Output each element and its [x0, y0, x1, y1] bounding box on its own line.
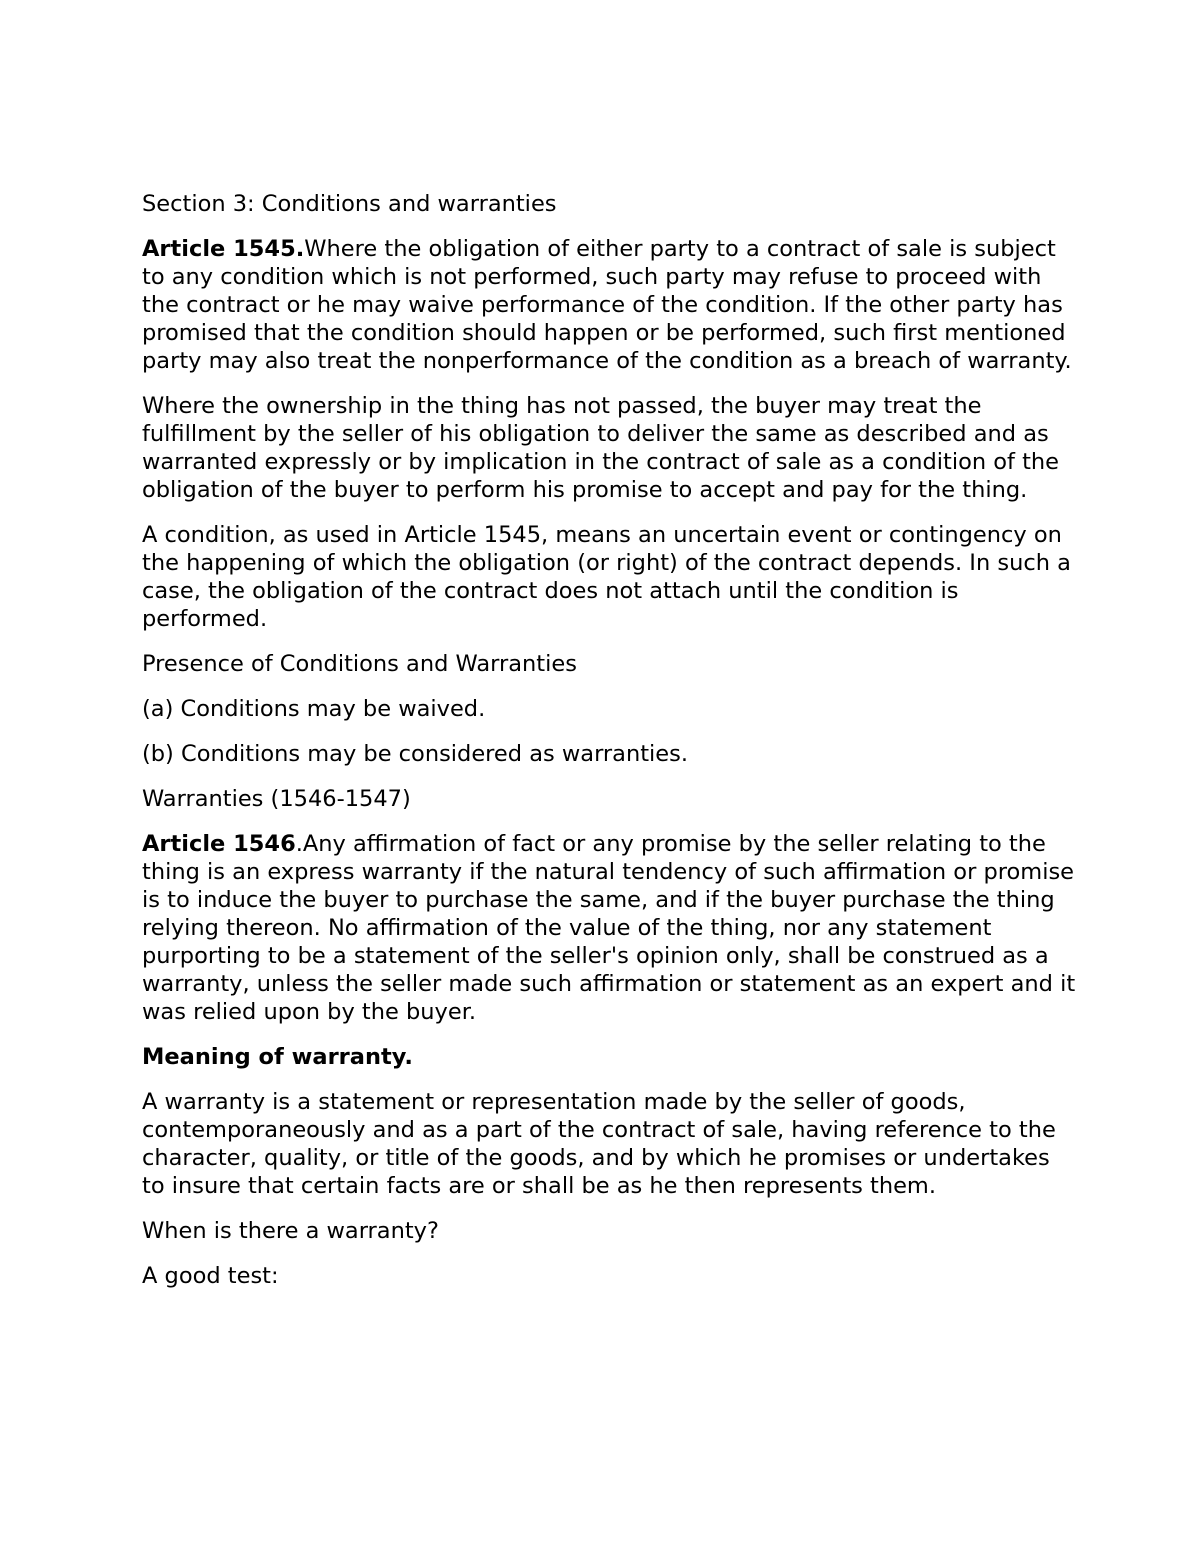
- warranties-heading: Warranties (1546-1547): [142, 786, 411, 812]
- section-title: Section 3: Conditions and warranties: [142, 191, 557, 217]
- meaning-paragraph: A warranty is a statement or representation made by the seller of goods, contemporaneously and as a part of the contract of sale, having reference to the character, quality, or title of the goods, and by which he promises or undertakes to insure that certain facts are or shall be as he then represents them.: [142, 1089, 1056, 1199]
- article-1546-label: Article 1546: [142, 831, 296, 857]
- list-item-a: (a) Conditions may be waived.: [142, 696, 486, 722]
- ownership-paragraph: Where the ownership in the thing has not passed, the buyer may treat the fulfillment by the seller of his obligation to deliver the same as described and as warranted expressly or by implication in the contract of sale as a condition of the obligation of the buyer to perform his promise to accept and pay for the thing.: [142, 393, 1060, 503]
- article-1545-label: Article 1545.: [142, 236, 305, 262]
- article-1546-text: .Any affirmation of fact or any promise by the seller relating to the thing is an express warranty if the natural tendency of such affirmation or promise is to induce the buyer to purchase the same, and if the buyer purchase the thing relying thereon. No affirmation of the value of the thing, nor any statement purporting to be a statement of the seller's opinion only, shall be construed as a warranty, unless the seller made such affirmation or statement as an expert and it was relied upon by the buyer.: [142, 831, 1076, 1025]
- good-test-line: A good test:: [142, 1263, 279, 1289]
- meaning-heading: Meaning of warranty.: [142, 1044, 413, 1070]
- article-1545-paragraph: [142, 235, 1077, 375]
- article-1546-paragraph: [142, 830, 1077, 1026]
- presence-heading: Presence of Conditions and Warranties: [142, 651, 577, 677]
- condition-definition-paragraph: A condition, as used in Article 1545, means an uncertain event or contingency on the happening of which the obligation (or right) of the contract depends. In such a case, the obligation of the contract does not attach until the condition is performed.: [142, 522, 1071, 632]
- warranty-question: When is there a warranty?: [142, 1218, 439, 1244]
- document-body: [142, 190, 1077, 1307]
- list-item-b: (b) Conditions may be considered as warranties.: [142, 741, 689, 767]
- article-1545-text: Where the obligation of either party to a contract of sale is subject to any condition which is not performed, such party may refuse to proceed with the contract or he may waive performance of the condition. If the other party has promised that the condition should happen or be performed, such first mentioned party may also treat the nonperformance of the condition as a breach of warranty.: [142, 236, 1072, 374]
